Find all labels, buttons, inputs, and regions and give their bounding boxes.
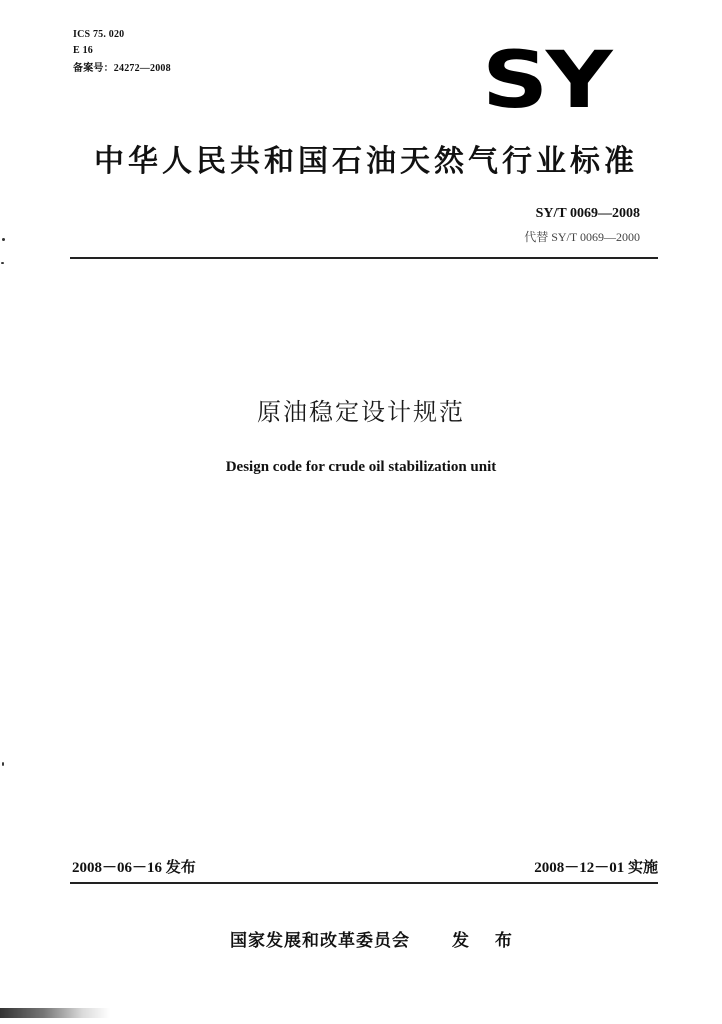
publisher-name: 国家发展和改革委员会 [230,931,410,951]
english-title: Design code for crude oil stabilization unit [225,459,497,475]
sy-logo: SY [482,36,611,126]
effective-date: 2008－12－01 实施 [534,860,658,876]
chinese-title: 原油稳定设计规范 [257,398,465,426]
publisher-action: 发 布 [452,931,522,951]
scan-speck [2,238,5,241]
scan-speck [1,262,4,264]
publish-date: 2008－06－16 发布 [72,860,196,876]
standard-number: SY/T 0069—2008 [535,206,640,221]
top-divider [70,257,658,259]
ics-code: ICS 75. 020 [73,29,125,40]
bottom-divider [70,882,658,884]
replaces-standard: 代替 SY/T 0069—2000 [524,230,640,244]
scan-edge-artifact [0,1008,110,1018]
record-number: 备案号：24272—2008 [73,63,171,74]
industry-standard-title: 中华人民共和国石油天然气行业标准 [94,144,638,179]
scan-speck [2,762,4,766]
e-classification-code: E 16 [73,45,93,56]
